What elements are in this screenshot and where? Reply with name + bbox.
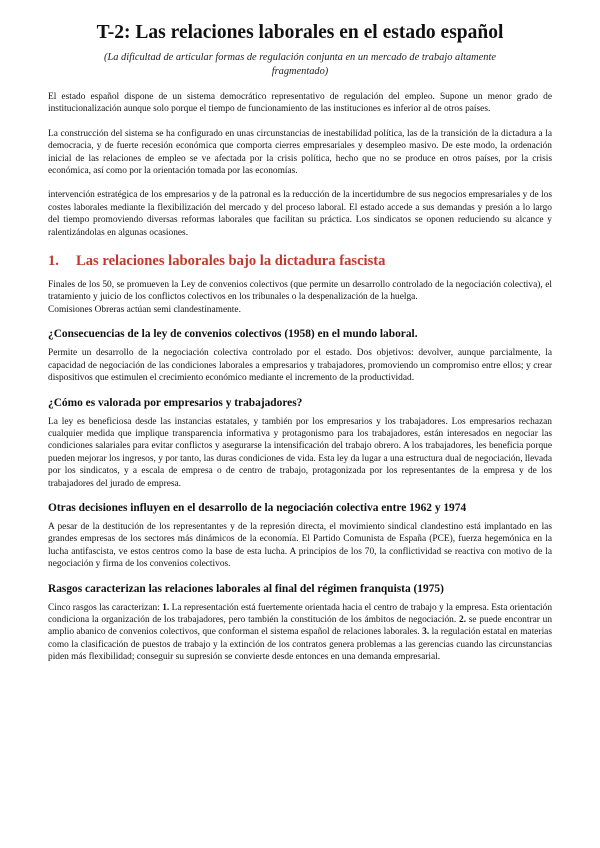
intro-paragraph-3: intervención estratégica de los empresarios y de la patronal es la reducción de la incertidumbre de sus negocios empresariales y de los costes laborales mediante la flexibilización del mercado y del proceso laboral. El estado accede a sus demandas y presión a lo largo del tiempo promoviendo diversas reformas laborales que facilitan su práctica. Los sindicatos se oponen reduciendo su alcance y ralentizándolas en algunas ocasiones. <box>48 190 552 238</box>
section-number: 1. <box>48 253 59 270</box>
intro-paragraph-2: La construcción del sistema se ha configurado en unas circunstancias de inestabilidad política, las de la transición de la dictadura a la democracia, y de fuerte recesión económica que comporta cierres empresariales y desempleo masivo. De este modo, la ordenación inicial de las relaciones de empleo se ve afectada por la crisis política, hecho que no se produce en otros países, por la crisis económica, así como por la orientación tomada por las economías. <box>48 128 552 177</box>
feature-number-1: 1. <box>162 602 170 613</box>
subsection-heading-4: Rasgos caracterizan las relaciones laborales al final del régimen franquista (1975) <box>48 582 444 595</box>
subsection-text-4 <box>48 602 552 664</box>
section-heading-text: Las relaciones laborales bajo la dictadura fascista <box>76 253 386 270</box>
feature-number-3: 3. <box>422 627 430 638</box>
subsection-text-3: A pesar de la destitución de los representantes y de la represión directa, el movimiento sindical clandestino está implantado en las grandes empresas de los sectores más dinámicos de la economía. El Partido Comunista de España (PCE), fuerza hegemónica en la lucha antifascista, ve estos centros como la base de esta lucha. A principios de los 70, la conflictividad se reactiva con motivo de la negociación y firma de los convenios colectivos. <box>48 521 552 570</box>
feature-text-3: la regulación estatal en materias como la clasificación de puestos de trabajo y la extinción de los contratos genera problemas a las gerencias cuando las circunstancias piden más flexibilidad; conseguir su supresión se convierte desde entonces en una demanda empresarial. <box>48 627 552 663</box>
feature-number-2: 2. <box>458 614 466 625</box>
document-title: T-2: Las relaciones laborales en el estado español <box>96 22 504 43</box>
document-subtitle: (La dificultad de articular formas de regulación conjunta en un mercado de trabajo altamente fragmentado) <box>103 52 496 77</box>
feature-text-1: La representación está fuertemente orientada hacia el centro de trabajo y la empresa. Esta orientación condiciona la organización de los trabajadores, pero también la constitución de los ámbitos de negociación. <box>48 602 553 625</box>
feature-text-2: se puede encontrar un amplio abanico de convenios colectivos, que conforman el sistema español de relaciones laborales. <box>48 614 553 638</box>
section-heading-1 <box>48 253 552 270</box>
section1-paragraph: Finales de los 50, se promueven la Ley de convenios colectivos (que permite un desarrollo controlado de la negociación colectiva), el tratamiento y juicio de los conflictos colectivos en los tribunales o la despenalización de la huelga. <box>48 280 552 303</box>
subsection-heading-2: ¿Cómo es valorada por empresarios y trabajadores? <box>48 396 303 409</box>
subsection-heading-1: ¿Consecuencias de la ley de convenios colectivos (1958) en el mundo laboral. <box>48 328 418 341</box>
section1-line: Comisiones Obreras actúan semi clandestinamente. <box>48 304 241 315</box>
subsection-heading-3: Otras decisiones influyen en el desarrollo de la negociación colectiva entre 1962 y 1974 <box>48 501 467 514</box>
intro-paragraph-1: El estado español dispone de un sistema democrático representativo de regulación del empleo. Supone un menor grado de institucionalización aunque solo porque el tiempo de funcionamiento de las instituciones es inferior al de otros países. <box>48 92 552 115</box>
subsection-text-1: Permite un desarrollo de la negociación colectiva controlado por el estado. Dos objetivos: devolver, aunque parcialmente, la capacidad de negociación de las condiciones laborales a empresarios y trabajadores, promoviendo un compromiso entre ellos; y crear dispositivos que estimulen el crecimiento económico mediante el incremento de la productividad. <box>48 348 552 384</box>
features-intro: Cinco rasgos las caracterizan: <box>48 602 160 613</box>
subsection-text-2: La ley es beneficiosa desde las instancias estatales, y también por los empresarios y los trabajadores. Los empresarios rechazan cualquier medida que implique transparencia informativa y protagonismo para los trabajadores, están interesados en negociar las condiciones salariales para evitar conflictos y asegurarse la intensificación del trabajo obrero. A los trabajadores, les beneficia porque pueden mejorar los ingresos, y por tanto, las duras condiciones de vida. Esta ley da lugar a una estructura dual de negociación, llevada por los sindicatos, y a escala de empresa o de centro de trabajo, protagonizada por los representantes de la empresa y de los trabajadores del jurado de empresa. <box>48 416 552 489</box>
